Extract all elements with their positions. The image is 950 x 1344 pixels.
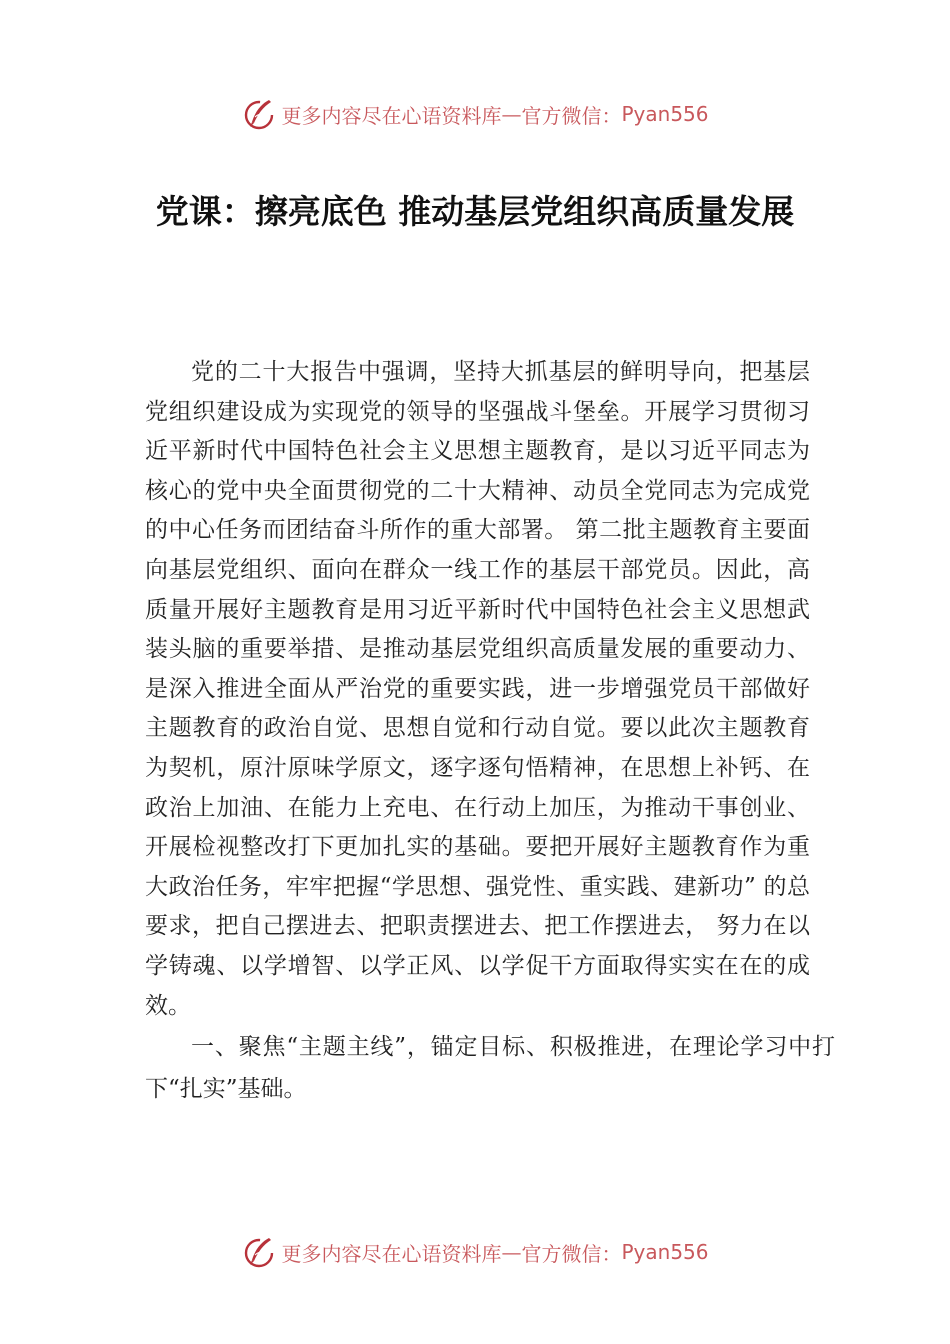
footer-watermark [0,1232,950,1272]
watermark-dash: — [501,1240,522,1264]
watermark-wechat-label: 官方微信： [521,103,622,128]
watermark-wechat-id: Pyan556 [621,1240,709,1264]
header-watermark [0,94,950,134]
document-body [145,353,835,1110]
watermark-site-text: 更多内容尽在心语资料库 [281,103,502,128]
watermark-dash: — [501,102,522,126]
quill-pen-logo-icon [241,96,277,132]
section-heading-paragraph: 一、聚焦“主题主线”，锚定目标、积极推进，在理论学习中打下“扎实”基础。 [145,1034,835,1103]
watermark-wechat-label: 官方微信： [521,1241,622,1266]
document-title: 党课：擦亮底色 推动基层党组织高质量发展 [155,192,795,231]
quill-pen-logo-icon [241,1234,277,1270]
body-paragraph: 党的二十大报告中强调，坚持大抓基层的鲜明导向，把基层党组织建设成为实现党的领导的坚强战斗堡垒。开展学习贯彻习近平新时代中国特色社会主义思想主题教育，是以习近平同志为核心的党中央全面贯彻党的二十大精神、动员全党同志为完成党的中心任务而团结奋斗所作的重大部署。 第二批主题教育主要面向基层党组织、面向在群众一线工作的基层干部党员。因此，高质量开展好主题教育是用习近平新时代中国特色社会主义思想武装头脑的重要举措、是推动基层党组织高质量发展的重要动力、是深入推进全面从严治党的重要实践，进一步增强党员干部做好主题教育的政治自觉、思想自觉和行动自觉。要以此次主题教育为契机，原汁原味学原文，逐字逐句悟精神，在思想上补钙、在政治上加油、在能力上充电、在行动上加压，为推动干事创业、开展检视整改打下更加扎实的基础。要把开展好主题教育作为重大政治任务，牢牢把握“学思想、强党性、重实践、建新功” 的总要求，把自己摆进去、把职责摆进去、把工作摆进去， 努力在以学铸魂、以学增智、以学正风、以学促干方面取得实实在在的成效。 [145,359,810,1019]
watermark-wechat-id: Pyan556 [621,102,709,126]
watermark-site-text: 更多内容尽在心语资料库 [281,1241,502,1266]
